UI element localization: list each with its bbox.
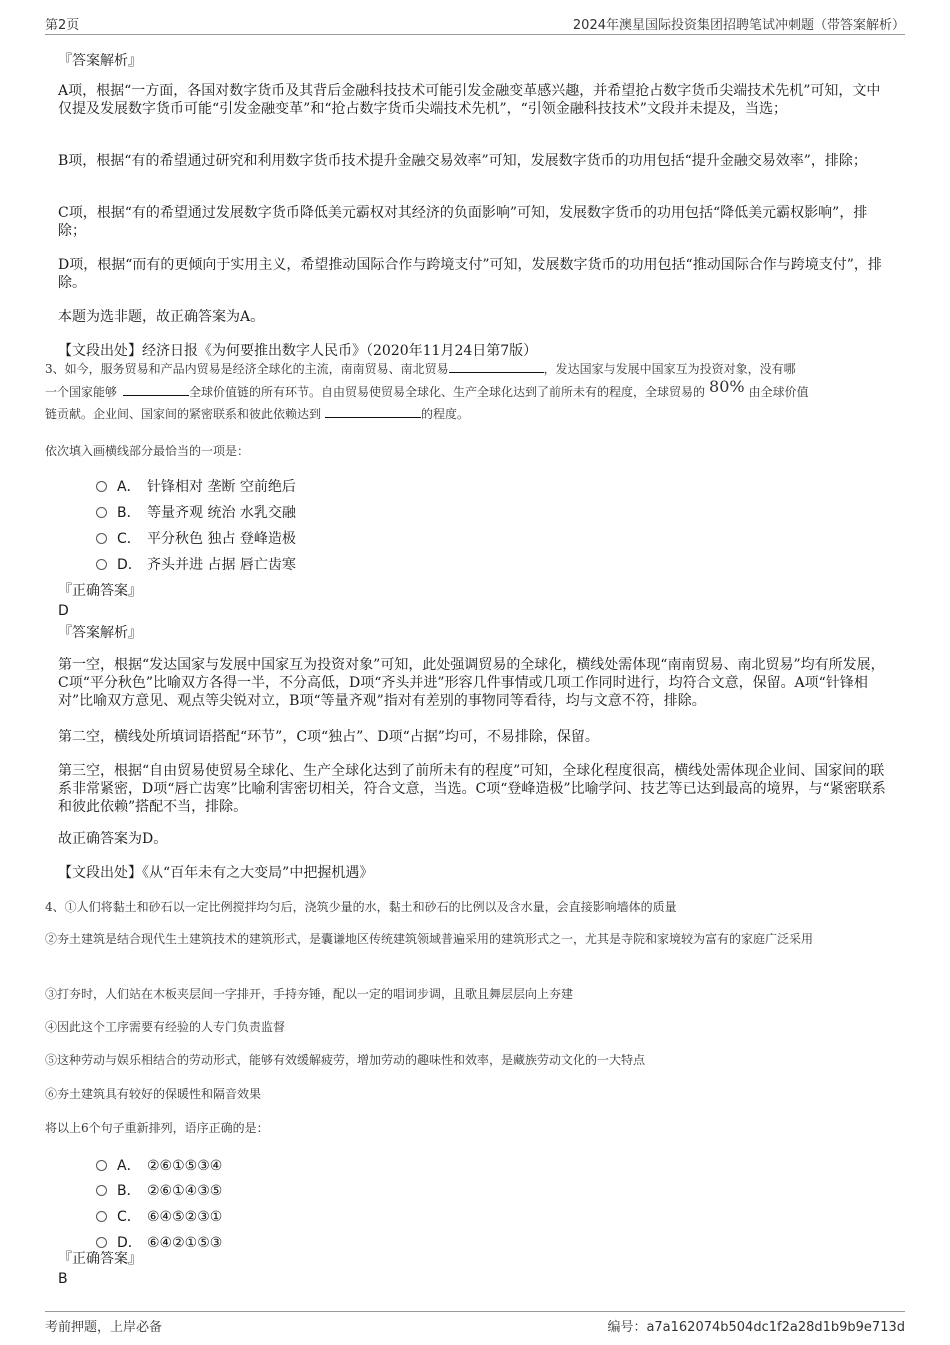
document-title: 2024年澳星国际投资集团招聘笔试冲刺题（带答案解析） bbox=[572, 18, 905, 33]
page-number: 第2页 bbox=[45, 18, 80, 33]
q2-analysis-d: D项，根据“而有的更倾向于实用主义，希望推动国际合作与跨境支付”可知，发展数字货币的功用包括“推动国际合作与跨境支付”，排除。 bbox=[58, 257, 882, 291]
q2-analysis-b: B项，根据“有的希望通过研究和利用数字货币技术提升金融交易效率”可知，发展数字货币的功用包括“提升金融交易效率”，排除； bbox=[58, 153, 867, 169]
q4-sentence-2: ②夯土建筑是结合现代生土建筑技术的建筑形式，是囊谦地区传统建筑领域普遍采用的建筑形式之一，尤其是寺院和家境较为富有的家庭广泛采用 bbox=[45, 932, 814, 946]
radio-icon[interactable] bbox=[96, 1211, 107, 1222]
q3-answer-title: 『正确答案』 bbox=[58, 583, 142, 599]
q4-sentence-4: ④因此这个工序需要有经验的人专门负责监督 bbox=[45, 1020, 286, 1034]
q3-blank-2[interactable] bbox=[123, 383, 189, 396]
q3-blank-1[interactable] bbox=[449, 360, 544, 373]
q3-source: 【文段出处】《从“百年未有之大变局”中把握机遇》 bbox=[58, 865, 374, 881]
q4-sentence-6: ⑥夯土建筑具有较好的保暖性和隔音效果 bbox=[45, 1087, 262, 1101]
q3-option-a[interactable]: A． 针锋相对 垄断 空前绝后 bbox=[96, 476, 296, 496]
radio-icon[interactable] bbox=[96, 481, 107, 492]
q3-stem bbox=[45, 358, 895, 425]
q3-stem-part4: 全球价值链的所有环节。自由贸易使贸易全球化、生产全球化达到了前所未有的程度，全球贸易的 bbox=[189, 385, 706, 399]
q3-stem-part5: 由全球价值 bbox=[748, 385, 809, 399]
q2-analysis-a: A项，根据“一方面，各国对数字货币及其背后金融科技技术可能引发金融变革感兴趣，并希望抢占数字货币尖端技术先机”可知，文中仅提及发展数字货币可能“引发金融变革”和“抢占数字货币尖端技术先机”，“引领金融科技技术”文段并未提及，当选； bbox=[58, 83, 881, 117]
document-code: 编号：a7a162074b504dc1f2a28d1b9b9e713d bbox=[607, 1320, 905, 1335]
q4-sentence-1: 4、①人们将黏土和砂石以一定比例搅拌均匀后，浇筑少量的水，黏土和砂石的比例以及含水量，会直接影响墙体的质量 bbox=[45, 900, 677, 914]
q3-option-b[interactable]: B． 等量齐观 统治 水乳交融 bbox=[96, 502, 296, 522]
radio-icon[interactable] bbox=[96, 559, 107, 570]
footer-slogan: 考前押题，上岸必备 bbox=[45, 1320, 163, 1335]
q4-option-a[interactable]: A． ②⑥①⑤③④ bbox=[96, 1155, 222, 1175]
q4-option-b[interactable]: B． ②⑥①④③⑤ bbox=[96, 1180, 222, 1200]
q3-analysis-p1: 第一空，根据“发达国家与发展中国家互为投资对象”可知，此处强调贸易的全球化，横线处需体现“南南贸易、南北贸易”均有所发展，C项“平分秋色”比喻双方各得一半，不分高低，D项“齐头并进”形容几件事情或几项工作同时进行，均符合文意，保留。A项“针锋相对”比喻双方意见、观点等尖锐对立，B项“等量齐观”指对有差别的事物同等看待，均与文意不符，排除。 bbox=[58, 657, 885, 709]
q3-stem-part2: ，发达国家与发展中国家互为投资对象，没有哪 bbox=[543, 362, 796, 376]
q3-option-d[interactable]: D． 齐头并进 占据 唇亡齿寒 bbox=[96, 554, 296, 574]
q3-stem-part3: 一个国家能够 bbox=[45, 385, 118, 399]
q3-answer: D bbox=[58, 603, 69, 619]
q3-prompt: 依次填入画横线部分最恰当的一项是： bbox=[45, 444, 250, 458]
q2-analysis-c: C项，根据“有的希望通过发展数字货币降低美元霸权对其经济的负面影响”可知，发展数字货币的功用包括“降低美元霸权影响”，排除； bbox=[58, 205, 868, 239]
q4-answer: B bbox=[58, 1271, 68, 1287]
radio-icon[interactable] bbox=[96, 1237, 107, 1248]
q4-sentence-3: ③打夯时，人们站在木板夹层间一字排开，手持夯锤，配以一定的唱词步调，且歌且舞层层向上夯建 bbox=[45, 987, 574, 1001]
q4-option-c[interactable]: C． ⑥④⑤②③① bbox=[96, 1206, 222, 1226]
q3-blank-3[interactable] bbox=[325, 405, 421, 418]
q3-stem-part6: 链贡献。企业间、国家间的紧密联系和彼此依赖达到 bbox=[45, 407, 322, 421]
q2-analysis-title: 『答案解析』 bbox=[58, 53, 142, 69]
radio-icon[interactable] bbox=[96, 533, 107, 544]
page-footer bbox=[45, 1311, 905, 1342]
q3-analysis-title: 『答案解析』 bbox=[58, 625, 142, 641]
q4-prompt: 将以上6个句子重新排列，语序正确的是： bbox=[45, 1121, 269, 1135]
q3-conclusion: 故正确答案为D。 bbox=[58, 831, 168, 847]
q2-source: 【文段出处】经济日报《为何要推出数字人民币》（2020年11月24日第7版） bbox=[58, 343, 538, 359]
q3-analysis-p2: 第二空，横线处所填词语搭配“环节”，C项“独占”、D项“占据”均可，不易排除，保留。 bbox=[58, 729, 599, 745]
radio-icon[interactable] bbox=[96, 1160, 107, 1171]
q4-option-d[interactable]: D． ⑥④②①⑤③ bbox=[96, 1232, 222, 1252]
radio-icon[interactable] bbox=[96, 1185, 107, 1196]
q2-conclusion: 本题为选非题，故正确答案为A。 bbox=[58, 309, 265, 325]
q3-percent: 80% bbox=[709, 377, 745, 396]
radio-icon[interactable] bbox=[96, 507, 107, 518]
q3-analysis-p3: 第三空，根据“自由贸易使贸易全球化、生产全球化达到了前所未有的程度”可知，全球化程度很高，横线处需体现企业间、国家间的联系非常紧密，D项“唇亡齿寒”比喻利害密切相关，符合文意，当选。C项“登峰造极”比喻学问、技艺等已达到最高的境界，与“紧密联系和彼此依赖”搭配不当，排除。 bbox=[58, 763, 886, 815]
q3-stem-part1: 3、如今，服务贸易和产品内贸易是经济全球化的主流，南南贸易、南北贸易 bbox=[45, 362, 449, 376]
q3-stem-part7: 的程度。 bbox=[421, 407, 470, 421]
q4-answer-title: 『正确答案』 bbox=[58, 1251, 142, 1267]
q4-sentence-5: ⑤这种劳动与娱乐相结合的劳动形式，能够有效缓解疲劳，增加劳动的趣味性和效率，是藏族劳动文化的一大特点 bbox=[45, 1053, 646, 1067]
page-header bbox=[45, 14, 905, 35]
q3-option-c[interactable]: C． 平分秋色 独占 登峰造极 bbox=[96, 528, 296, 548]
